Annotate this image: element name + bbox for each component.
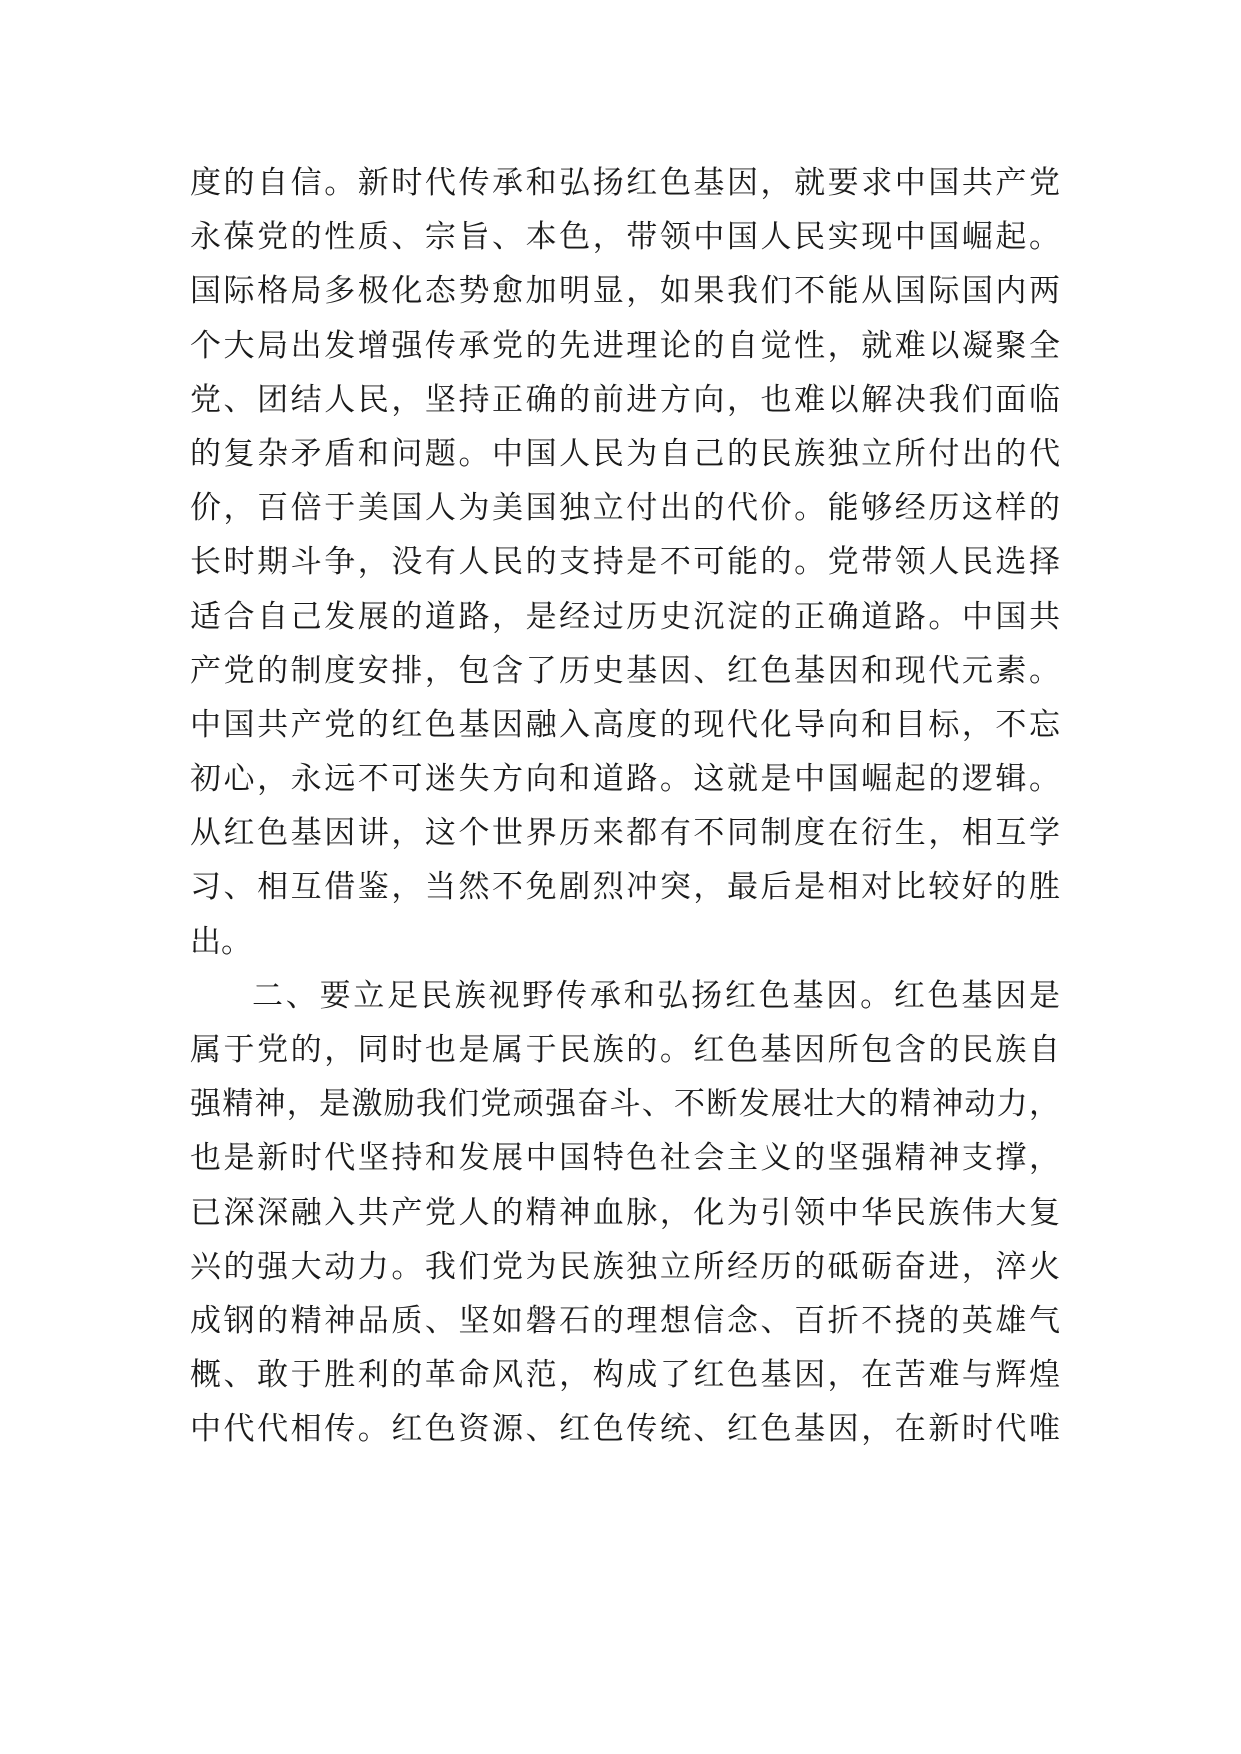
text-line: 从红色基因讲，这个世界历来都有不同制度在衍生，相互学	[190, 815, 1060, 852]
text-line: 永葆党的性质、宗旨、本色，带领中国人民实现中国崛起。	[190, 219, 1060, 256]
text-line: 价，百倍于美国人为美国独立付出的代价。能够经历这样的	[190, 490, 1060, 527]
text-line: 适合自己发展的道路，是经过历史沉淀的正确道路。中国共	[190, 598, 1060, 635]
text-line: 成钢的精神品质、坚如磐石的理想信念、百折不挠的英雄气	[190, 1302, 1060, 1339]
text-line: 概、敢于胜利的革命风范，构成了红色基因，在苦难与辉煌	[190, 1357, 1060, 1394]
text-line: 国际格局多极化态势愈加明显，如果我们不能从国际国内两	[190, 273, 1060, 310]
text-line: 兴的强大动力。我们党为民族独立所经历的砥砺奋进，淬火	[190, 1248, 1060, 1285]
text-line: 的复杂矛盾和问题。中国人民为自己的民族独立所付出的代	[190, 435, 1060, 472]
body-text	[190, 156, 1060, 1457]
text-line: 也是新时代坚持和发展中国特色社会主义的坚强精神支撑，	[190, 1140, 1060, 1177]
text-line: 初心，永远不可迷失方向和道路。这就是中国崛起的逻辑。	[190, 761, 1060, 798]
text-line: 中代代相传。红色资源、红色传统、红色基因，在新时代唯	[190, 1411, 1060, 1448]
paragraph-end-line: 出。	[190, 923, 252, 960]
text-line: 习、相互借鉴，当然不免剧烈冲突，最后是相对比较好的胜	[190, 869, 1060, 906]
text-line: 已深深融入共产党人的精神血脉，化为引领中华民族伟大复	[190, 1194, 1060, 1231]
text-line: 属于党的，同时也是属于民族的。红色基因所包含的民族自	[190, 1032, 1060, 1068]
paragraph-start-line: 二、要立足民族视野传承和弘扬红色基因。红色基因是	[252, 977, 1060, 1014]
text-line: 中国共产党的红色基因融入高度的现代化导向和目标，不忘	[190, 706, 1060, 743]
text-line: 党、团结人民，坚持正确的前进方向，也难以解决我们面临	[190, 381, 1060, 418]
text-line: 度的自信。新时代传承和弘扬红色基因，就要求中国共产党	[190, 165, 1060, 201]
text-line: 个大局出发增强传承党的先进理论的自觉性，就难以凝聚全	[190, 327, 1060, 364]
text-line: 强精神，是激励我们党顽强奋斗、不断发展壮大的精神动力，	[190, 1086, 1060, 1123]
text-line: 产党的制度安排，包含了历史基因、红色基因和现代元素。	[190, 652, 1060, 689]
text-line: 长时期斗争，没有人民的支持是不可能的。党带领人民选择	[190, 544, 1060, 581]
